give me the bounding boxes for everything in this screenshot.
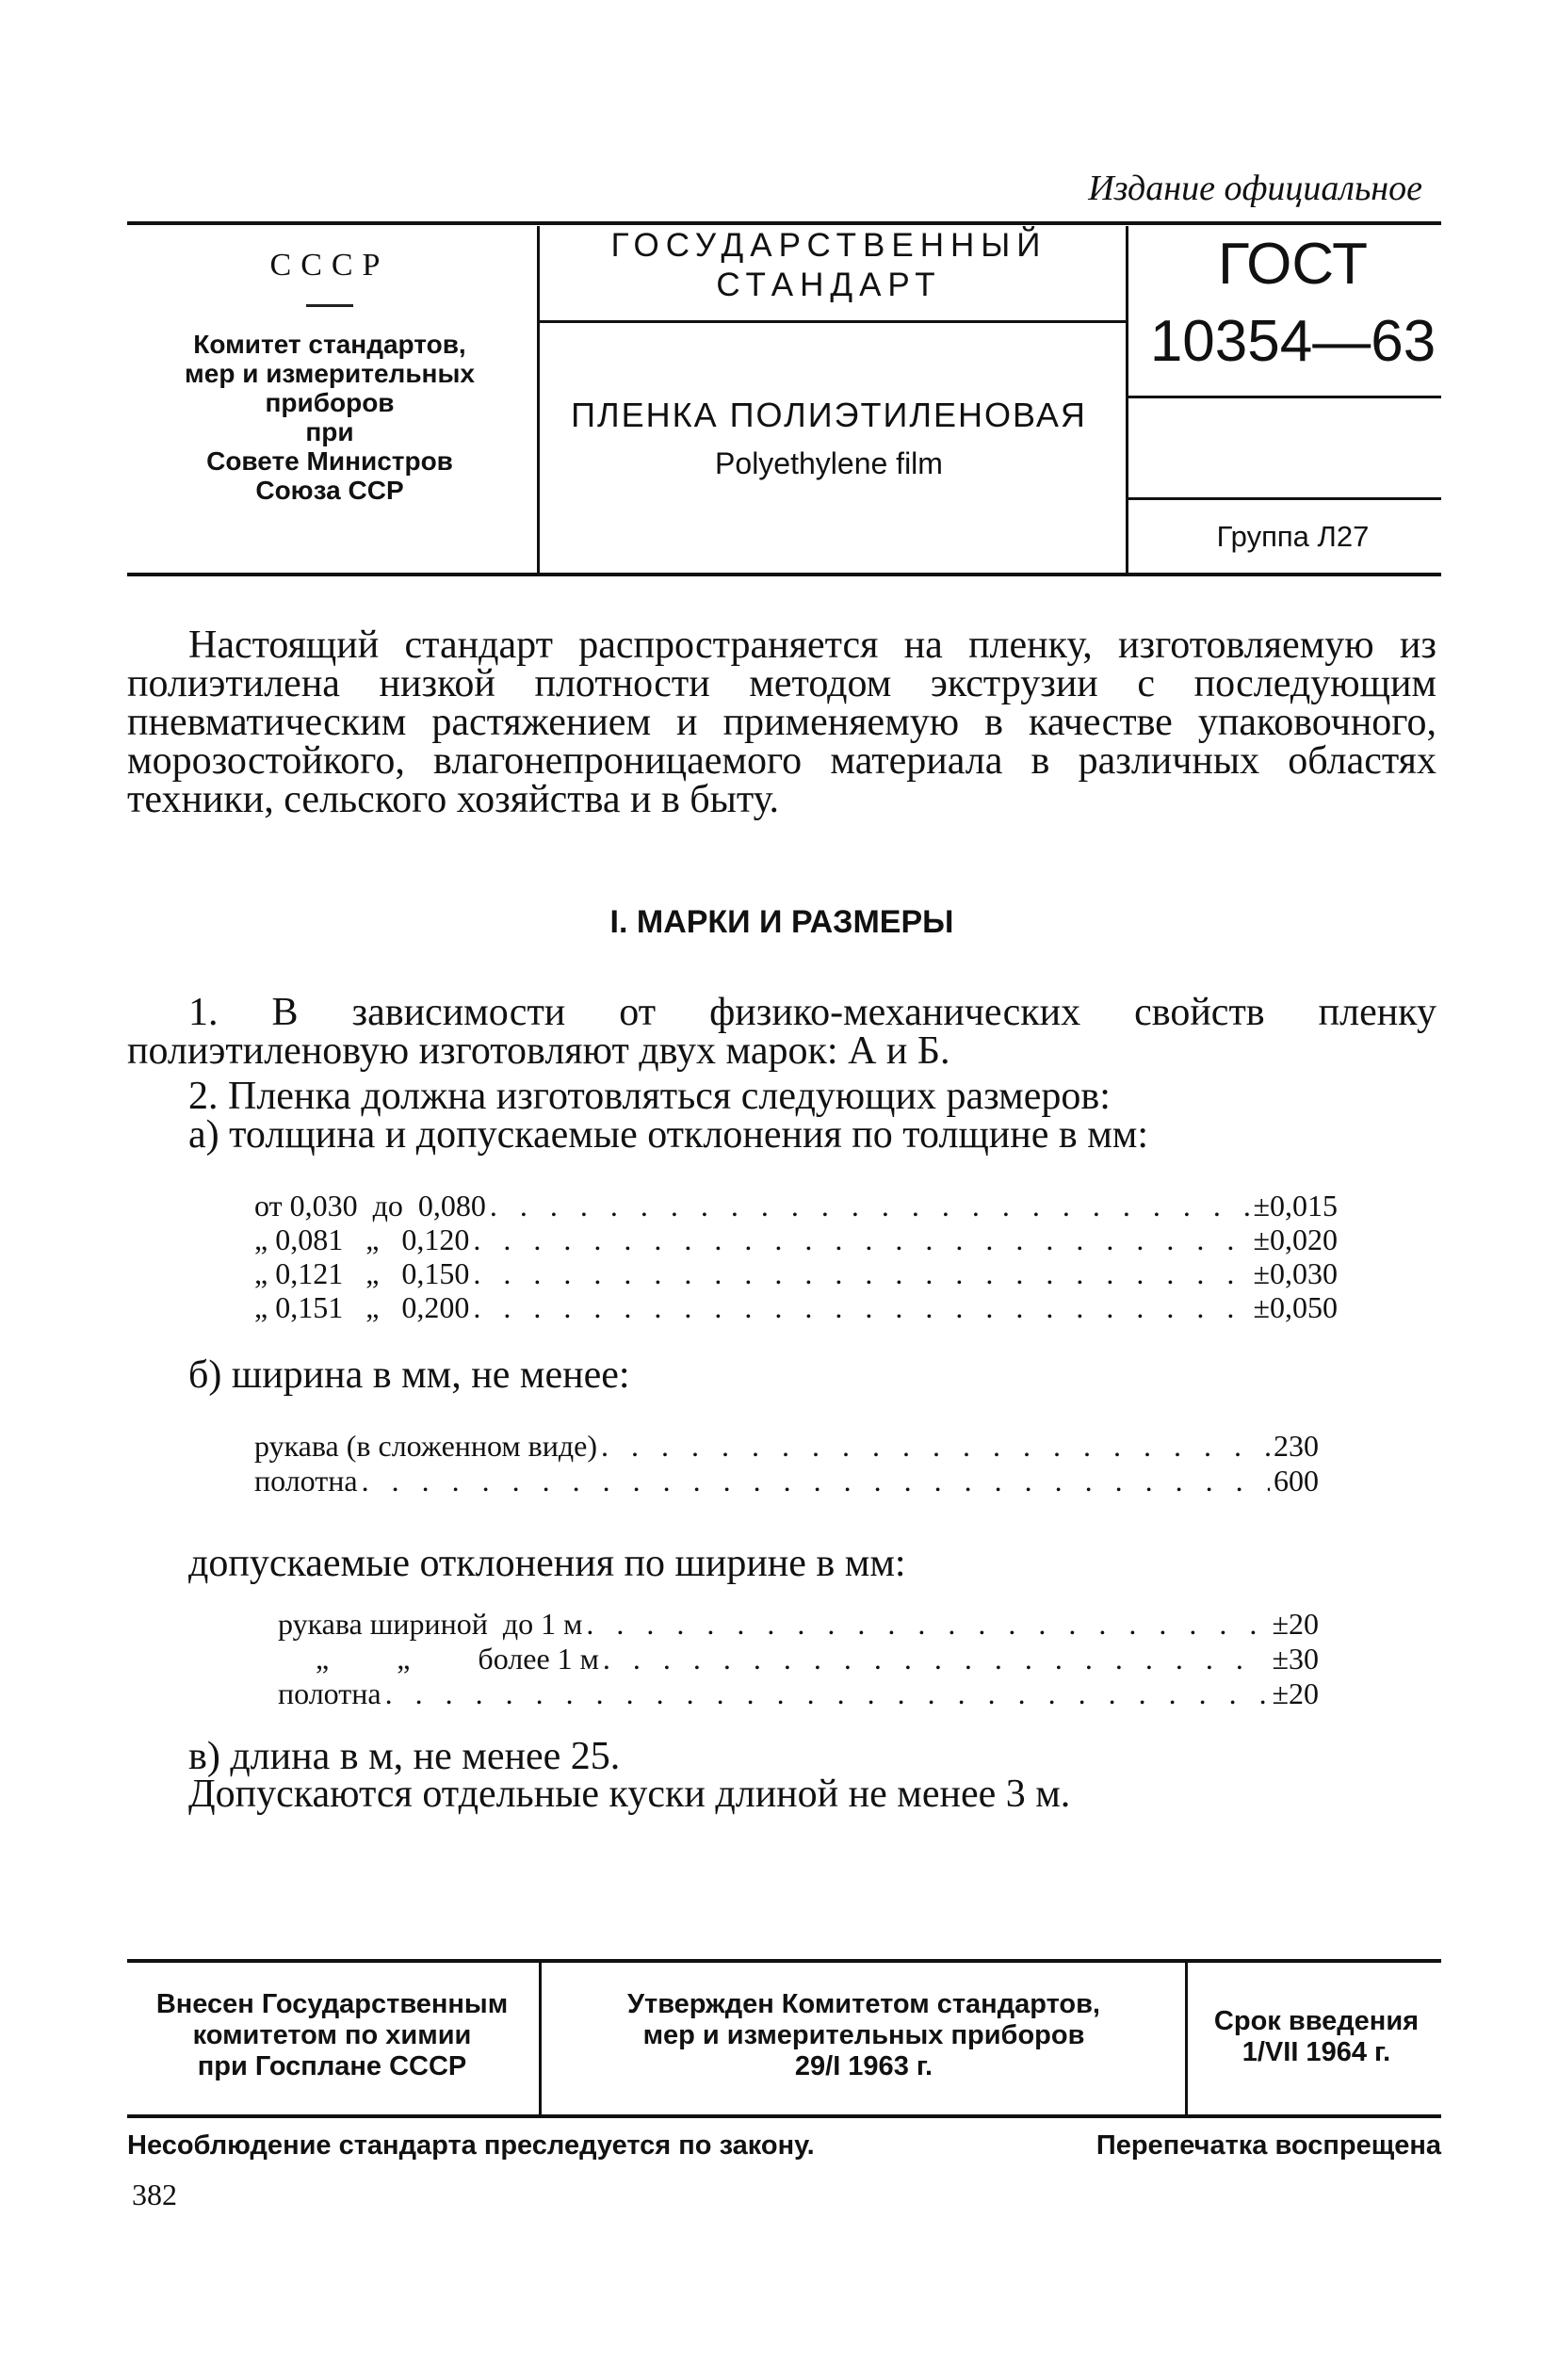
leader-dots	[490, 1189, 1250, 1222]
intro-paragraph: Настоящий стандарт распространяется на пленку, изготовляемую из полиэтилена низкой плотности методом экструзии с последующим пневматическим растяжением и применяемую в качестве упаковочного, морозостойкого, влагонепроницаемого материала в различных областях техники, сельского хозяйства и в быту.	[127, 623, 1436, 821]
item-1: 1. В зависимости от физико-механических свойств пленку полиэтиленовую изготовляют двух марок: А и Б.	[127, 991, 1436, 1073]
leader-dots	[603, 1642, 1269, 1676]
gost-designation	[1135, 226, 1451, 380]
header-left-block	[127, 231, 532, 505]
section-title: I. МАРКИ И РАЗМЕРЫ	[609, 904, 954, 940]
width-label: рукава (в сложенном виде)	[254, 1429, 598, 1463]
item-v: в) длина в м, не менее 25.	[188, 1735, 621, 1778]
approved-line: 29/I 1963 г.	[794, 2051, 933, 2081]
header-right-divider-1	[1128, 396, 1441, 398]
term-line: 1/VII 1964 г.	[1242, 2037, 1391, 2067]
header-right-divider-2	[1128, 497, 1441, 500]
group-label: Группа Л27	[1216, 520, 1370, 553]
standard-title	[537, 396, 1121, 481]
footer-top-rule	[127, 1959, 1441, 1963]
tolerance-value: ±20	[1272, 1607, 1319, 1641]
item-pieces: Допускаются отдельные куски длиной не менее 3 м.	[188, 1773, 1071, 1816]
effective-date	[1192, 2006, 1441, 2068]
introduced-line: Внесен Государственным	[155, 1989, 509, 2019]
leader-dots	[586, 1607, 1268, 1641]
tolerance-row	[278, 1607, 1319, 1641]
tolerance-label: рукава шириной до 1 м	[278, 1607, 583, 1641]
standard-type	[537, 226, 1121, 305]
committee-name	[127, 330, 532, 505]
introduced-line: при Госплане СССР	[197, 2051, 467, 2081]
thickness-range: „ 0,151 „ 0,200	[254, 1290, 470, 1324]
thickness-tolerance: ±0,015	[1253, 1189, 1338, 1222]
thickness-range: „ 0,121 „ 0,150	[254, 1256, 470, 1290]
header-bottom-rule	[127, 573, 1441, 576]
tolerance-value: ±30	[1272, 1642, 1319, 1676]
gost-label: ГОСТ	[1218, 232, 1368, 297]
introduced-by	[127, 1989, 537, 2082]
thickness-row	[254, 1222, 1338, 1256]
edition-label: Издание официальное	[1088, 169, 1422, 208]
width-value: 230	[1274, 1429, 1319, 1463]
width-label: полотна	[254, 1464, 358, 1498]
ussr-label: СССР	[269, 248, 390, 283]
approved-line: мер и измерительных приборов	[642, 2020, 1085, 2050]
tolerance-value: ±20	[1272, 1676, 1319, 1710]
legal-warning: Несоблюдение стандарта преследуется по закону.	[127, 2130, 815, 2161]
leader-dots	[473, 1290, 1249, 1324]
tolerance-label: „ „ более 1 м	[278, 1642, 599, 1676]
tolerance-row	[278, 1676, 1319, 1710]
tolerance-title: допускаемые отклонения по ширине в мм:	[188, 1542, 906, 1585]
thickness-row	[254, 1290, 1338, 1324]
leader-dots	[385, 1676, 1269, 1710]
thickness-range: „ 0,081 „ 0,120	[254, 1222, 470, 1256]
width-row	[254, 1429, 1319, 1463]
item-2: 2. Пленка должна изготовляться следующих размеров:	[188, 1075, 1111, 1118]
width-value: 600	[1274, 1464, 1319, 1498]
committee-line: мер и измерительных	[185, 359, 475, 388]
thickness-tolerance: ±0,020	[1253, 1222, 1338, 1256]
introduced-line: комитетом по химии	[192, 2020, 472, 2050]
committee-line: при	[305, 417, 354, 446]
header-divider-right	[1126, 226, 1128, 573]
leader-dots	[473, 1256, 1249, 1290]
gost-number: 10354—63	[1149, 309, 1436, 374]
leader-dots	[473, 1222, 1249, 1256]
standard-type-line-1: ГОСУДАРСТВЕННЫЙ	[610, 227, 1047, 264]
approved-by	[544, 1989, 1183, 2082]
reprint-notice: Перепечатка воспрещена	[1095, 2130, 1441, 2161]
thickness-row	[254, 1189, 1338, 1222]
width-row	[254, 1464, 1319, 1498]
footer-bottom-rule	[127, 2114, 1441, 2118]
item-a: а) толщина и допускаемые отклонения по толщине в мм:	[188, 1113, 1149, 1157]
header-mid-divider	[540, 320, 1126, 323]
footer-divider-1	[539, 1963, 542, 2114]
thickness-tolerance: ±0,030	[1253, 1256, 1338, 1290]
committee-line: Союза ССР	[255, 476, 404, 505]
leader-dots	[601, 1429, 1270, 1463]
tolerance-label: полотна	[278, 1676, 381, 1710]
standard-type-line-2: СТАНДАРТ	[716, 267, 942, 303]
thickness-tolerance: ±0,050	[1253, 1290, 1338, 1324]
title-russian: ПЛЕНКА ПОЛИЭТИЛЕНОВАЯ	[571, 396, 1087, 434]
footer-divider-2	[1185, 1963, 1188, 2114]
title-english: Polyethylene film	[715, 446, 943, 480]
separator-dash	[306, 304, 353, 307]
committee-line: Совете Министров	[206, 446, 453, 476]
leader-dots	[362, 1464, 1270, 1498]
committee-line: Комитет стандартов,	[193, 330, 466, 359]
page-number: 382	[132, 2178, 177, 2211]
header-top-rule	[127, 221, 1441, 225]
term-line: Срок введения	[1213, 2006, 1420, 2036]
committee-line: приборов	[265, 388, 395, 417]
approved-line: Утвержден Комитетом стандартов,	[626, 1989, 1100, 2019]
thickness-range: от 0,030 до 0,080	[254, 1189, 486, 1222]
item-b: б) ширина в мм, не менее:	[188, 1353, 630, 1397]
tolerance-row	[278, 1642, 1319, 1676]
thickness-row	[254, 1256, 1338, 1290]
